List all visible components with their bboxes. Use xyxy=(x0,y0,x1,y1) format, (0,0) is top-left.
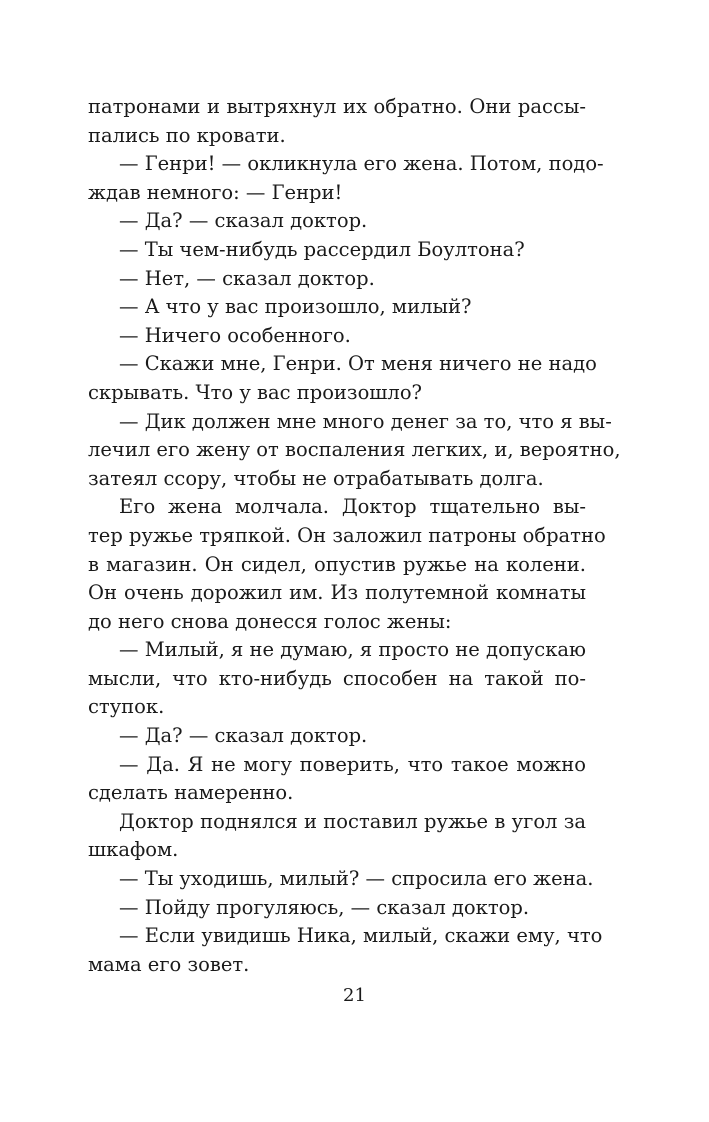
text-line: мысли, что кто-нибудь способен на такой по- xyxy=(88,666,586,690)
text-line: Он очень дорожил им. Из полутемной комнаты xyxy=(88,581,586,605)
text-line: — Генри! — окликнула его жена. Потом, подо- xyxy=(119,152,604,176)
text-line: сделать намеренно. xyxy=(88,781,294,805)
text-line: пались по кровати. xyxy=(88,123,286,147)
text-line: лечил его жену от воспаления легких, и, вероятно, xyxy=(88,438,621,462)
text-line: — Скажи мне, Генри. От меня ничего не надо xyxy=(119,352,597,376)
text-line: ждав немного: — Генри! xyxy=(88,180,343,204)
text-line: — Милый, я не думаю, я просто не допускаю xyxy=(119,638,586,662)
text-line: Его жена молчала. Доктор тщательно вы- xyxy=(119,495,586,519)
text-line: в магазин. Он сидел, опустив ружье на колени. xyxy=(88,552,586,576)
text-line: — Ничего особенного. xyxy=(119,323,351,347)
text-line: — А что у вас произошло, милый? xyxy=(119,295,472,319)
text-line: — Нет, — сказал доктор. xyxy=(119,266,375,290)
text-line: — Ты уходишь, милый? — спросила его жена. xyxy=(119,867,594,891)
text-line: патронами и вытряхнул их обратно. Они рассы- xyxy=(88,95,586,118)
text-line: — Если увидишь Ника, милый, скажи ему, что xyxy=(119,924,603,948)
text-line: скрывать. Что у вас произошло? xyxy=(88,380,423,404)
text-line: — Пойду прогуляюсь, — сказал доктор. xyxy=(119,895,530,919)
page-body xyxy=(88,93,621,979)
page-number: 21 xyxy=(343,985,366,1006)
text-line: тер ружье тряпкой. Он заложил патроны обратно xyxy=(88,523,606,547)
text-line: — Да? — сказал доктор. xyxy=(119,724,368,748)
text-line: — Дик должен мне много денег за то, что я вы- xyxy=(119,409,612,433)
text-line: мама его зовет. xyxy=(88,952,250,976)
text-line: ступок. xyxy=(88,695,165,719)
text-line: — Ты чем-нибудь рассердил Боултона? xyxy=(119,237,525,261)
text-line: — Да. Я не могу поверить, что такое можно xyxy=(119,752,586,776)
text-line: затеял ссору, чтобы не отрабатывать долга. xyxy=(88,466,544,490)
text-line: до него снова донесся голос жены: xyxy=(88,609,452,633)
text-line: шкафом. xyxy=(88,838,179,862)
text-line: Доктор поднялся и поставил ружье в угол за xyxy=(119,809,586,833)
text-line: — Да? — сказал доктор. xyxy=(119,209,368,233)
